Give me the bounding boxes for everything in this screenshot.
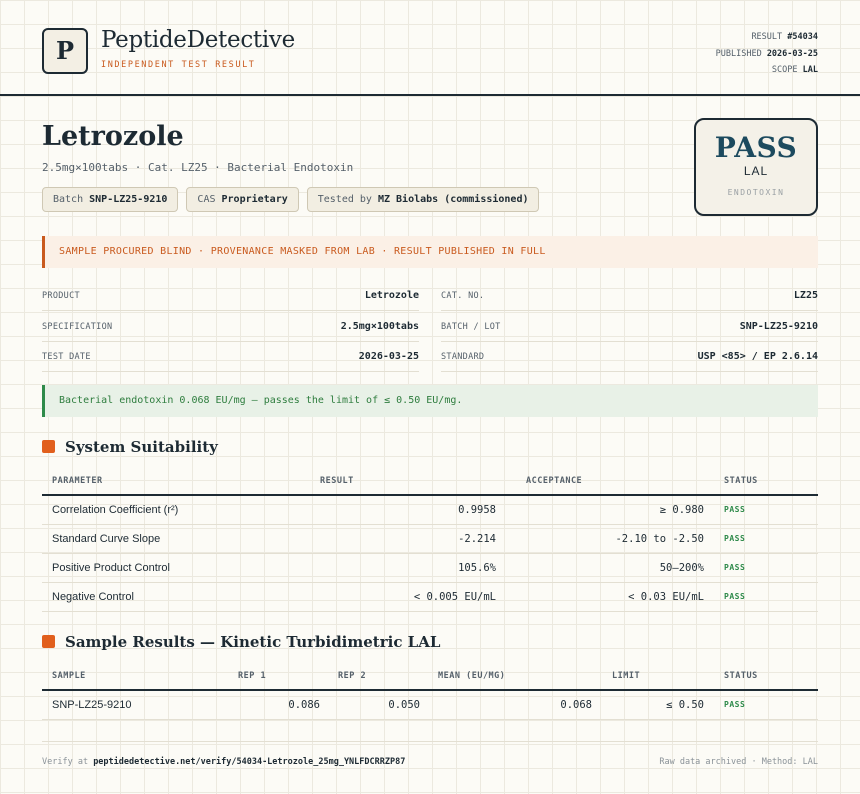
- section-marker-icon: [42, 440, 55, 453]
- status-badge: PASS: [714, 582, 818, 611]
- product-chips: [42, 187, 539, 212]
- verify-link[interactable]: peptidedetective.net/verify/54034-Letrozole_25mg_YNLFDCRRZP87: [93, 757, 406, 767]
- suitability-table: [42, 467, 818, 612]
- chip-batch: Batch SNP-LZ25-9210: [42, 187, 178, 212]
- status-badge: PASS: [714, 553, 818, 582]
- divider: [441, 371, 818, 372]
- detail-batch-label: BATCH / LOT: [441, 322, 501, 332]
- status-badge: PASS: [714, 495, 818, 524]
- detail-cat-value: LZ25: [793, 290, 818, 301]
- detail-spec-label: SPECIFICATION: [42, 322, 113, 332]
- col-result: RESULT: [300, 467, 506, 495]
- meta-scope: SCOPE LAL: [771, 65, 818, 75]
- table-row: Negative Control < 0.005 EU/mL < 0.03 EU/mL PASS: [42, 582, 818, 611]
- col-rep1: REP 1: [230, 662, 330, 690]
- brand-name: PeptideDetective: [101, 27, 295, 53]
- blind-notice: SAMPLE PROCURED BLIND · PROVENANCE MASKED FROM LAB · RESULT PUBLISHED IN FULL: [42, 236, 818, 268]
- table-header-row: [42, 662, 818, 690]
- suitability-heading: System Suitability: [42, 438, 218, 456]
- table-row: Positive Product Control 105.6% 50–200% PASS: [42, 553, 818, 582]
- col-limit: LIMIT: [602, 662, 714, 690]
- col-acceptance: ACCEPTANCE: [506, 467, 714, 495]
- brand-logo: P: [42, 28, 88, 74]
- detail-product-label: PRODUCT: [42, 291, 80, 301]
- divider: [42, 341, 419, 342]
- status-badge: PASS: [714, 524, 818, 553]
- meta-result: RESULT #54034: [751, 32, 818, 42]
- chip-cas: CAS Proprietary: [186, 187, 298, 212]
- footer-verify: Verify at peptidedetective.net/verify/54034-Letrozole_25mg_YNLFDCRRZP87: [42, 757, 406, 767]
- table-row: Correlation Coefficient (r²) 0.9958 ≥ 0.980 PASS: [42, 495, 818, 524]
- footer-archive-note: Raw data archived · Method: LAL: [659, 757, 818, 767]
- detail-product-value: Letrozole: [364, 290, 419, 301]
- col-status: STATUS: [714, 662, 818, 690]
- col-rep2: REP 2: [330, 662, 430, 690]
- stamp-scope: LAL: [743, 164, 769, 178]
- table-row: Standard Curve Slope -2.214 -2.10 to -2.50 PASS: [42, 524, 818, 553]
- detail-date-value: 2026-03-25: [358, 351, 419, 362]
- detail-cat-label: CAT. NO.: [441, 291, 485, 301]
- divider: [441, 310, 818, 311]
- col-status: STATUS: [714, 467, 818, 495]
- table-row: SNP-LZ25-9210 0.086 0.050 0.068 ≤ 0.50 PASS: [42, 690, 818, 719]
- table-header-row: [42, 467, 818, 495]
- detail-standard-value: USP <85> / EP 2.6.14: [697, 351, 818, 362]
- divider: [42, 371, 419, 372]
- col-mean: MEAN (EU/MG): [430, 662, 602, 690]
- stamp-category: ENDOTOXIN: [727, 188, 785, 197]
- detail-spec-value: 2.5mg×100tabs: [340, 321, 419, 332]
- result-summary: Bacterial endotoxin 0.068 EU/mg — passes the limit of ≤ 0.50 EU/mg.: [42, 385, 818, 417]
- section-marker-icon: [42, 635, 55, 648]
- col-sample: SAMPLE: [42, 662, 230, 690]
- detail-date-label: TEST DATE: [42, 352, 91, 362]
- pass-stamp: [694, 118, 818, 216]
- meta-published: PUBLISHED 2026-03-25: [715, 48, 818, 59]
- report-header: [0, 0, 860, 96]
- detail-standard-label: STANDARD: [441, 352, 485, 362]
- col-parameter: PARAMETER: [42, 467, 300, 495]
- samples-table: [42, 662, 818, 720]
- divider: [42, 310, 419, 311]
- divider: [441, 341, 818, 342]
- chip-tested-by: Tested by MZ Biolabs (commissioned): [307, 187, 540, 212]
- product-title: Letrozole: [42, 121, 184, 152]
- status-badge: PASS: [714, 690, 818, 719]
- detail-batch-value: SNP-LZ25-9210: [739, 321, 818, 332]
- product-subtitle: 2.5mg×100tabs · Cat. LZ25 · Bacterial Endotoxin: [42, 161, 354, 174]
- footer-divider: [42, 741, 818, 742]
- stamp-verdict: PASS: [714, 131, 798, 164]
- report-meta: [716, 29, 818, 79]
- brand-tagline: INDEPENDENT TEST RESULT: [101, 60, 256, 70]
- samples-heading: Sample Results — Kinetic Turbidimetric LAL: [42, 633, 440, 651]
